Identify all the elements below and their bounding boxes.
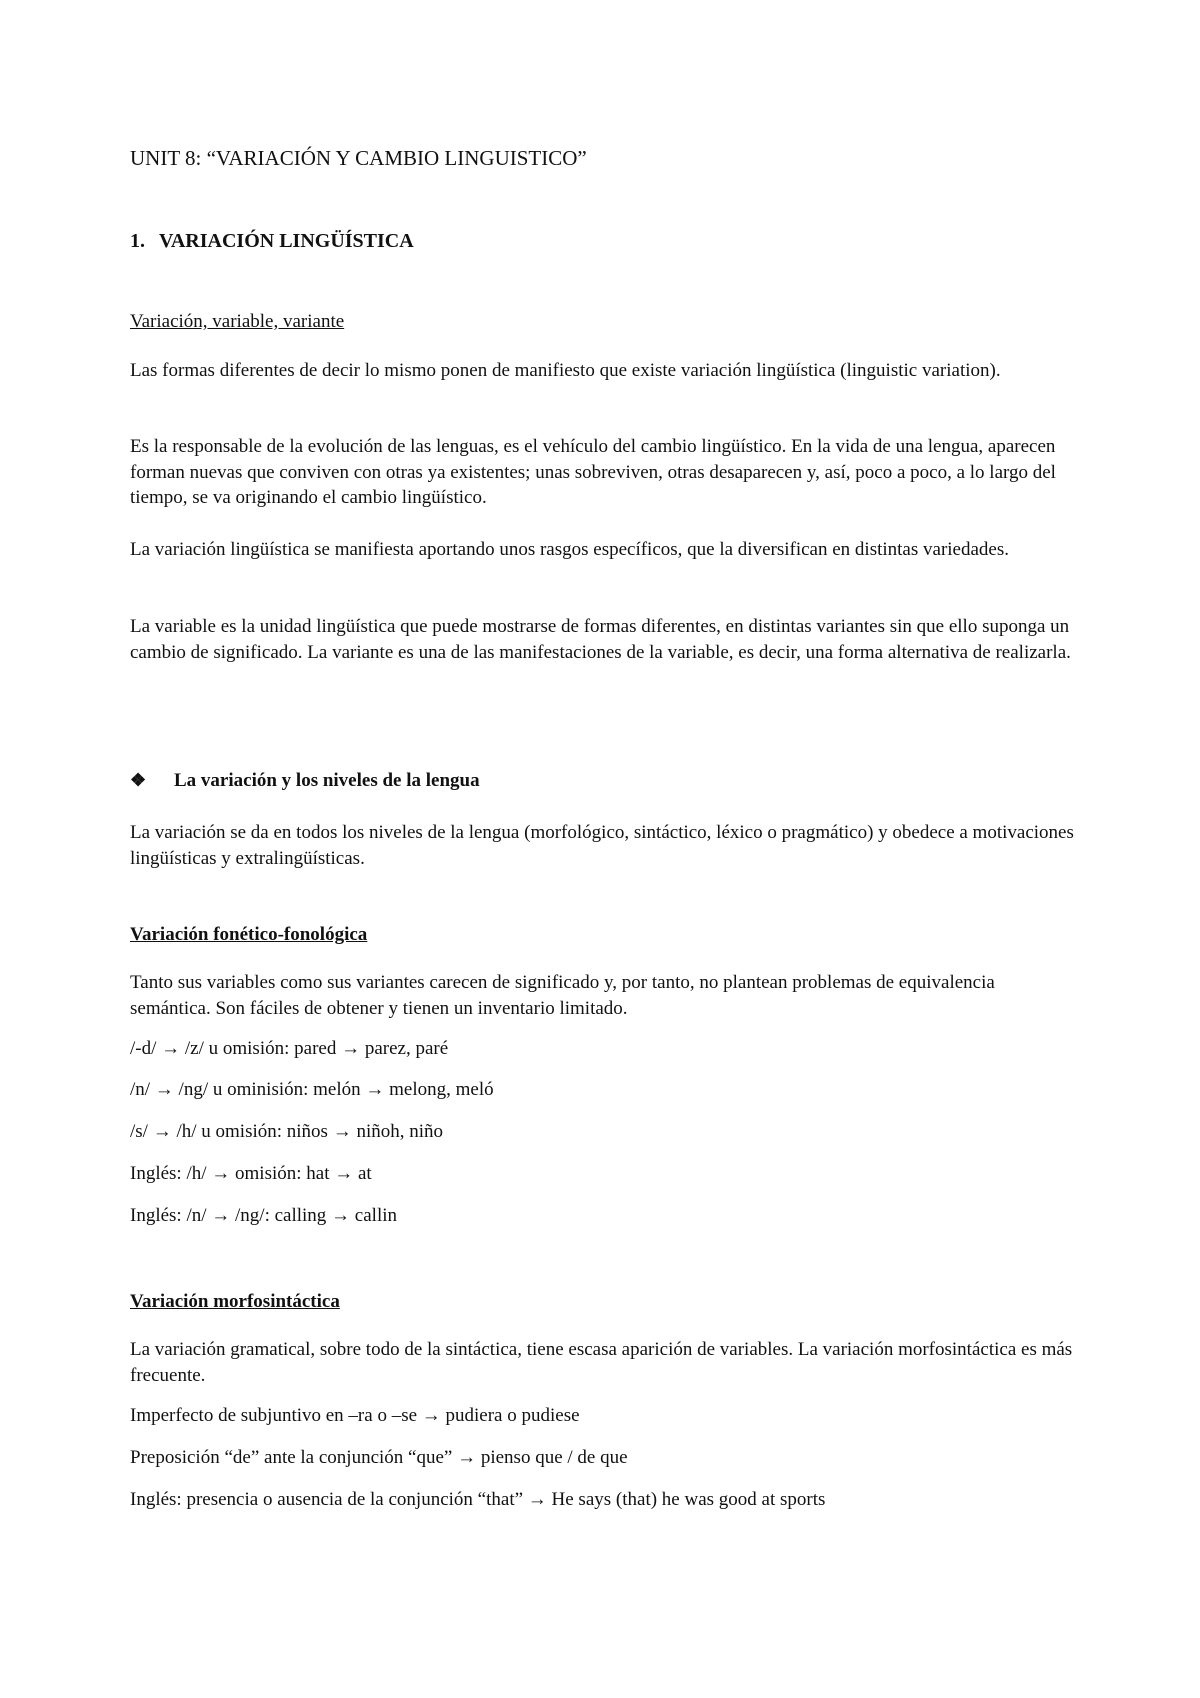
section-title: VARIACIÓN LINGÜÍSTICA — [159, 230, 414, 252]
paragraph-3: La variación lingüística se manifiesta aportando unos rasgos específicos, que la diversifican en distintas variedades. — [130, 539, 1009, 560]
paragraph-1: Las formas diferentes de decir lo mismo ponen de manifiesto que existe variación lingüística (linguistic variation). — [130, 360, 1001, 381]
paragraph-2: Es la responsable de la evolución de las lenguas, es el vehículo del cambio lingüístico. En la vida de una lengua, aparecen forman nuevas que conviven con otras ya existentes; unas sobreviven, otras desaparecen y, así, poco a poco, a lo largo del tiempo, se va originando el cambio lingüístico. — [130, 436, 1056, 508]
morphosyntactic-heading: Variación morfosintáctica — [130, 1291, 340, 1312]
phonetic-heading: Variación fonético-fonológica — [130, 924, 368, 945]
section-heading — [130, 230, 414, 253]
diamond-bullet-icon: ❖ — [130, 770, 147, 790]
morphosyntactic-example: Inglés: presencia o ausencia de la conjunción “that” → He says (that) he was good at sports — [130, 1489, 826, 1510]
phonetic-example: /s/ → /h/ u omisión: niños → niñoh, niño — [130, 1121, 443, 1142]
morphosyntactic-example: Preposición “de” ante la conjunción “que” → pienso que / de que — [130, 1447, 628, 1468]
bullet-heading: La variación y los niveles de la lengua — [174, 770, 480, 791]
phonetic-example: /n/ → /ng/ u ominisión: melón → melong, meló — [130, 1079, 494, 1100]
morphosyntactic-example: Imperfecto de subjuntivo en –ra o –se → pudiera o pudiese — [130, 1405, 580, 1426]
phonetic-paragraph: Tanto sus variables como sus variantes carecen de significado y, por tanto, no plantean problemas de equivalencia semántica. Son fáciles de obtener y tienen un inventario limitado. — [130, 972, 995, 1019]
section-number: 1. — [130, 230, 145, 252]
phonetic-example: Inglés: /h/ → omisión: hat → at — [130, 1163, 372, 1184]
bullet-paragraph: La variación se da en todos los niveles de la lengua (morfológico, sintáctico, léxico o pragmático) y obedece a motivaciones lingüísticas y extralingüísticas. — [130, 822, 1074, 869]
bullet-heading-row — [130, 770, 480, 792]
morphosyntactic-paragraph: La variación gramatical, sobre todo de la sintáctica, tiene escasa aparición de variables. La variación morfosintáctica es más frecuente. — [130, 1339, 1073, 1386]
paragraph-4: La variable es la unidad lingüística que puede mostrarse de formas diferentes, en distintas variantes sin que ello suponga un cambio de significado. La variante es una de las manifestaciones de la variable, es decir, una forma alternativa de realizarla. — [130, 616, 1071, 663]
subsection-heading-variacion: Variación, variable, variante — [130, 311, 345, 332]
phonetic-example: /-d/ → /z/ u omisión: pared → parez, paré — [130, 1038, 449, 1059]
document-title: UNIT 8: “VARIACIÓN Y CAMBIO LINGUISTICO” — [130, 146, 587, 170]
phonetic-example: Inglés: /n/ → /ng/: calling → callin — [130, 1205, 398, 1226]
